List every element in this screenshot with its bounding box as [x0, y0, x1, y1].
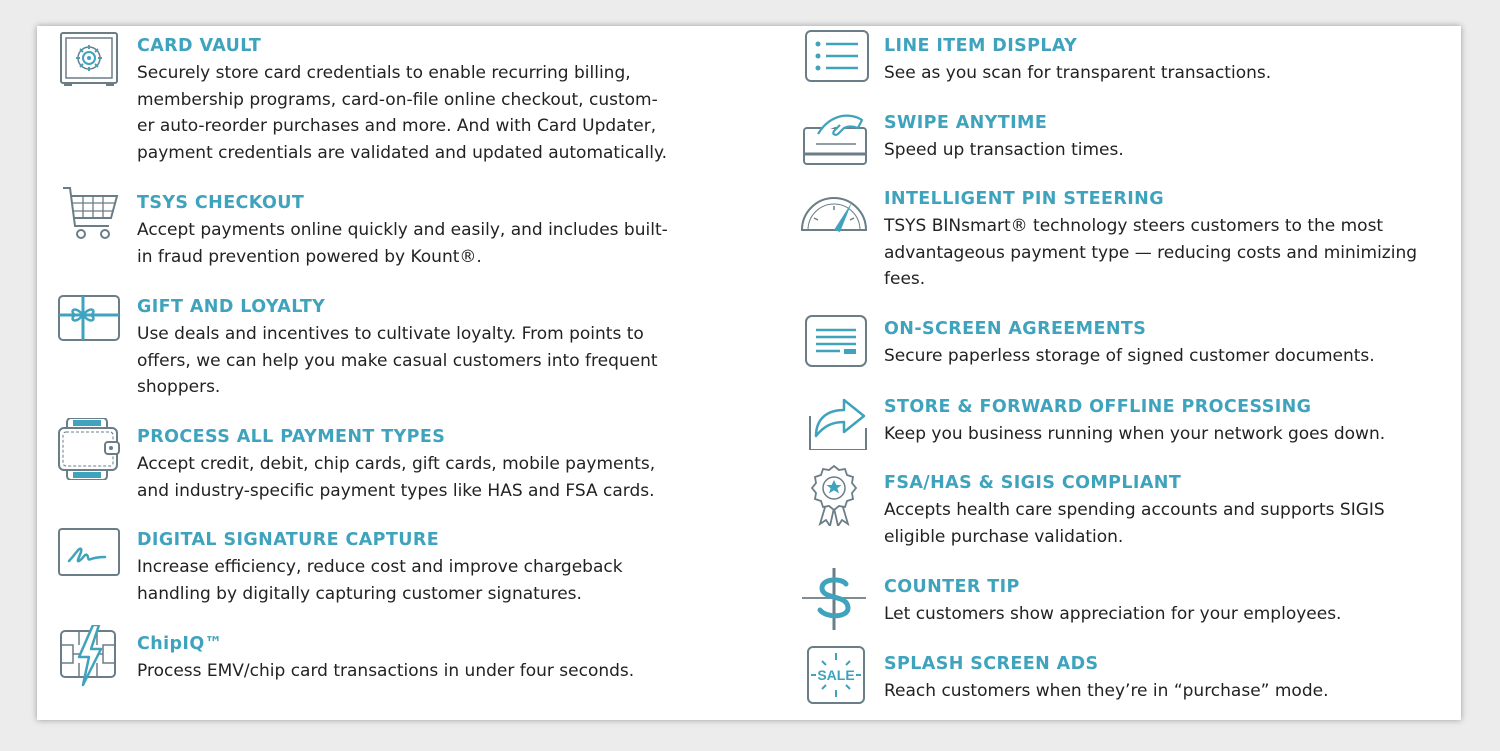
feature-title: LINE ITEM DISPLAY [884, 36, 1078, 56]
shopping-cart-icon [49, 184, 125, 246]
feature-counter-tip [884, 574, 1341, 628]
features-sheet [37, 26, 1461, 720]
forward-arrow-icon [796, 388, 872, 450]
feature-description: Let customers show appreciation for your employees. [884, 604, 1342, 624]
feature-card-vault [137, 33, 667, 166]
feature-title: ChipIQ™ [137, 634, 223, 654]
feature-title: CARD VAULT [137, 36, 262, 56]
wallet-icon [49, 418, 125, 480]
feature-description: Speed up transaction times. [884, 140, 1124, 160]
feature-tsys-checkout [137, 190, 668, 270]
feature-description: Process EMV/chip card transactions in under four seconds. [137, 661, 635, 681]
feature-title: SWIPE ANYTIME [884, 113, 1048, 133]
feature-process-all-payment-types [137, 424, 655, 504]
feature-description: Increase efficiency, reduce cost and improve chargeback handling by digitally capturing customer signatures. [137, 557, 623, 604]
gift-card-icon [49, 288, 125, 350]
feature-intelligent-pin-steering [884, 186, 1417, 293]
feature-description: TSYS BINsmart® technology steers customers to the most advantageous payment type — reducing costs and minimizing fees. [884, 216, 1418, 290]
feature-title: DIGITAL SIGNATURE CAPTURE [137, 530, 440, 550]
feature-chipiq [137, 631, 634, 685]
card-swipe-icon [796, 104, 872, 166]
feature-fsa-has-sigis [884, 470, 1385, 550]
feature-title: SPLASH SCREEN ADS [884, 654, 1099, 674]
feature-title: INTELLIGENT PIN STEERING [884, 189, 1164, 209]
feature-splash-screen-ads [817, 651, 1329, 705]
list-icon [796, 27, 872, 89]
feature-description: Accept payments online quickly and easily, and includes built- in fraud prevention powered by Kount®. [137, 220, 668, 267]
feature-description: Secure paperless storage of signed customer documents. [884, 346, 1375, 366]
feature-description: Accept credit, debit, chip cards, gift cards, mobile payments, and industry-specific payment types like HAS and FSA cards. [137, 454, 656, 501]
feature-store-and-forward [884, 394, 1385, 448]
feature-swipe-anytime [884, 110, 1124, 164]
badge-star-icon [796, 464, 872, 526]
safe-icon [49, 27, 125, 89]
svg-text:SALE: SALE [817, 667, 855, 683]
document-icon [796, 310, 872, 372]
feature-on-screen-agreements [884, 316, 1375, 370]
feature-description: Reach customers when they’re in “purchase” mode. [884, 681, 1329, 701]
feature-description: Securely store card credentials to enable recurring billing, membership programs, card-on-file online checkout, custom- er auto-reorder purchases and more. And with Card Updater, payment credentials are validated and updated automatically. [137, 63, 668, 163]
signature-icon [49, 521, 125, 583]
feature-title: ON-SCREEN AGREEMENTS [884, 319, 1147, 339]
feature-description: See as you scan for transparent transactions. [884, 63, 1272, 83]
feature-title: TSYS CHECKOUT [137, 193, 305, 213]
feature-title: FSA/HAS & SIGIS COMPLIANT [884, 473, 1182, 493]
feature-title: STORE & FORWARD OFFLINE PROCESSING [884, 397, 1312, 417]
feature-digital-signature-capture [137, 527, 623, 607]
sale-sign-icon [796, 645, 872, 707]
feature-line-item-display [884, 33, 1271, 87]
gauge-icon [796, 180, 872, 242]
feature-gift-and-loyalty [137, 294, 658, 401]
feature-title: PROCESS ALL PAYMENT TYPES [137, 427, 446, 447]
feature-title: COUNTER TIP [884, 577, 1020, 597]
chip-lightning-icon [49, 625, 125, 687]
feature-description: Accepts health care spending accounts and supports SIGIS eligible purchase validation. [884, 500, 1385, 547]
dollar-icon [796, 568, 872, 630]
feature-title: GIFT AND LOYALTY [137, 297, 326, 317]
feature-description: Use deals and incentives to cultivate loyalty. From points to offers, we can help you make casual customers into frequent shoppers. [137, 324, 658, 398]
feature-description: Keep you business running when your network goes down. [884, 424, 1386, 444]
